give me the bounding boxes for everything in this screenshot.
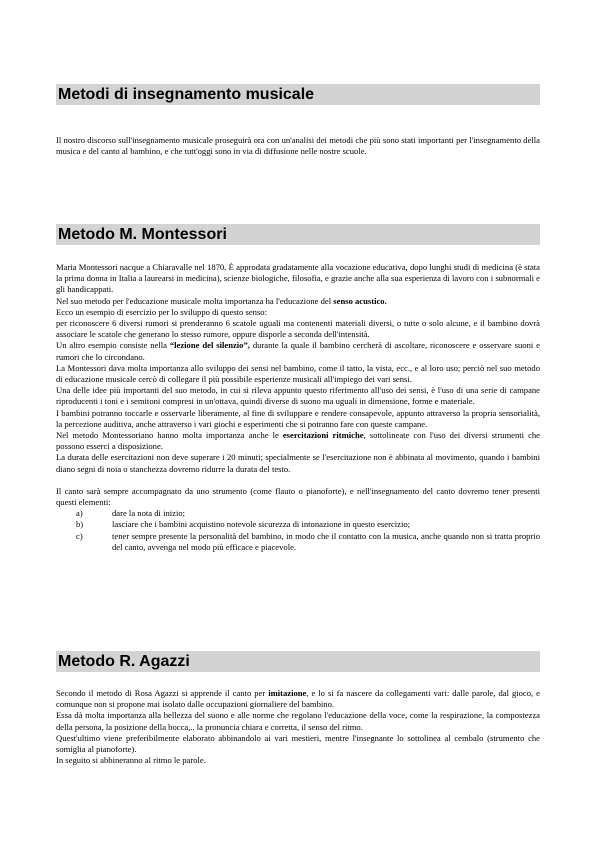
list-item: c) tener sempre presente la personalità del bambino, in modo che il contatto con la musica, anche quando non si tratta proprio del canto, avvenga nel modo più efficace e piacevole. [76,530,540,552]
bold-term: imitazione [268,688,307,698]
bold-term: “lezione del silenzio”, [169,340,250,351]
montessori-text-block [56,262,540,553]
elements-list [56,508,540,553]
intro-paragraph-block [56,135,540,157]
paragraph: Maria Montessori nacque a Chiaravalle nel 1870. È approdata gradatamente alla vocazione educativa, dopo lunghi studi di medicina (è stata la prima donna in Italia a laurearsi in medicina), scienze biologiche, filosofia, e grazie anche alla sua esperienza di lavoro con i subnormali e gli handicappati. [56,262,540,295]
paragraph: I bambini potranno toccarle e osservarle liberamente, al fine di sviluppare e rendere consapevole, appunto attraverso la propria sensorialità, la percezione auditiva, anche attraverso i vari giochi e esperimenti che si potranno fare con queste campane. [56,407,540,429]
intro-paragraph: Il nostro discorso sull'insegnamento musicale proseguirà ora con un'analisi dei metodi che più sono stati importanti per l'insegnamento della musica e del canto al bambino, e che tutt'oggi sono in via di diffusione nelle nostre scuole. [56,135,540,157]
list-item: b) lasciare che i bambini acquistino notevole sicurezza di intonazione in questo esercizio; [76,519,411,530]
paragraph: Nel suo metodo per l'educazione musicale molta importanza ha l'educazione del senso acustico. [56,295,387,306]
paragraph: Ecco un esempio di esercizio per lo sviluppo di questo senso: [56,306,267,317]
list-marker: b) [76,519,84,530]
list-item: a) dare la nota di inizio; [76,508,186,519]
paragraph: La durata delle esercitazioni non deve superare i 20 minuti; specialmente se l'esercitazione non è abbinata al movimento, quando i bambini diano segni di noia o stanchezza dovremo ridurre la durata del testo. [56,452,540,474]
paragraph: Essa dà molta importanza alla bellezza del suono e alle norme che regolano l'educazione della voce, come la respirazione, la compostezza della persona, la posizione della bocca,.. la pronuncia chiara e corretta, il senso del ritmo. [56,710,540,732]
list-marker: c) [76,530,83,541]
section-heading-montessori: Metodo M. Montessori [56,224,540,245]
paragraph: Nel metodo Montessoriano hanno molta importanza anche le esercitazioni ritmiche, sottolineate con l'uso dei diversi strumenti che possono esserci a disposizione. [56,430,540,452]
paragraph: Il canto sarà sempre accompagnato da uno strumento (come flauto o pianoforte), e nell'insegnamento del canto dovremo tener presenti questi elementi: [56,485,540,508]
paragraph: Quest'ultimo viene preferibilmente elaborato abbinandolo ai vari mestieri, mentre l'insegnante lo sottolinea al cembalo (strumento che somiglia al pianoforte). [56,732,540,755]
section-heading-metodi: Metodi di insegnamento musicale [56,84,540,105]
bold-term: esercitazioni ritmiche [282,430,364,441]
agazzi-text-block [56,688,540,766]
section-heading-agazzi: Metodo R. Agazzi [56,651,540,672]
paragraph: In seguito si abbineranno al ritmo le parole. [56,755,206,766]
paragraph: La Montessori dava molta importanza allo sviluppo dei sensi nel bambino, come il tatto, la vista, ecc., e al loro uso; perciò nel suo metodo di educazione musicale cercò di collegare il più possibile esperienze musicali all'impiego dei vari sensi. [56,362,540,385]
bold-term: senso acustico. [333,295,387,306]
paragraph: Secondo il metodo di Rosa Agazzi si apprende il canto per imitazione, e lo si fa nascere da collegamenti vari: dalle parole, dal gioco, e comunque non si propone mai isolato dalle occupazioni giornaliere del bambino. [56,688,540,710]
paragraph: Un altro esempio consiste nella “lezione del silenzio”, durante la quale il bambino cercherà di ascoltare, riconoscere e osservare suoni e rumori che lo circondano. [56,340,540,362]
list-marker: a) [76,508,83,519]
paragraph: Una delle idee più importanti del suo metodo, in cui si rileva appunto questo riferimento all'uso dei sensi, è l'uso di una serie di campane riproducenti i toni e i semitoni compresi in un'ottava, quindi diverse di suono ma uguali in dimensione, forme e materiale. [56,385,540,407]
paragraph: per riconoscere 6 diversi rumori si prenderanno 6 scatole uguali ma contenenti materiali diversi, o tutte o solo alcune, e il bambino dovrà associare le scatole che generano lo stesso rumore, oppure disporle a seconda dell'intensità. [56,318,540,340]
